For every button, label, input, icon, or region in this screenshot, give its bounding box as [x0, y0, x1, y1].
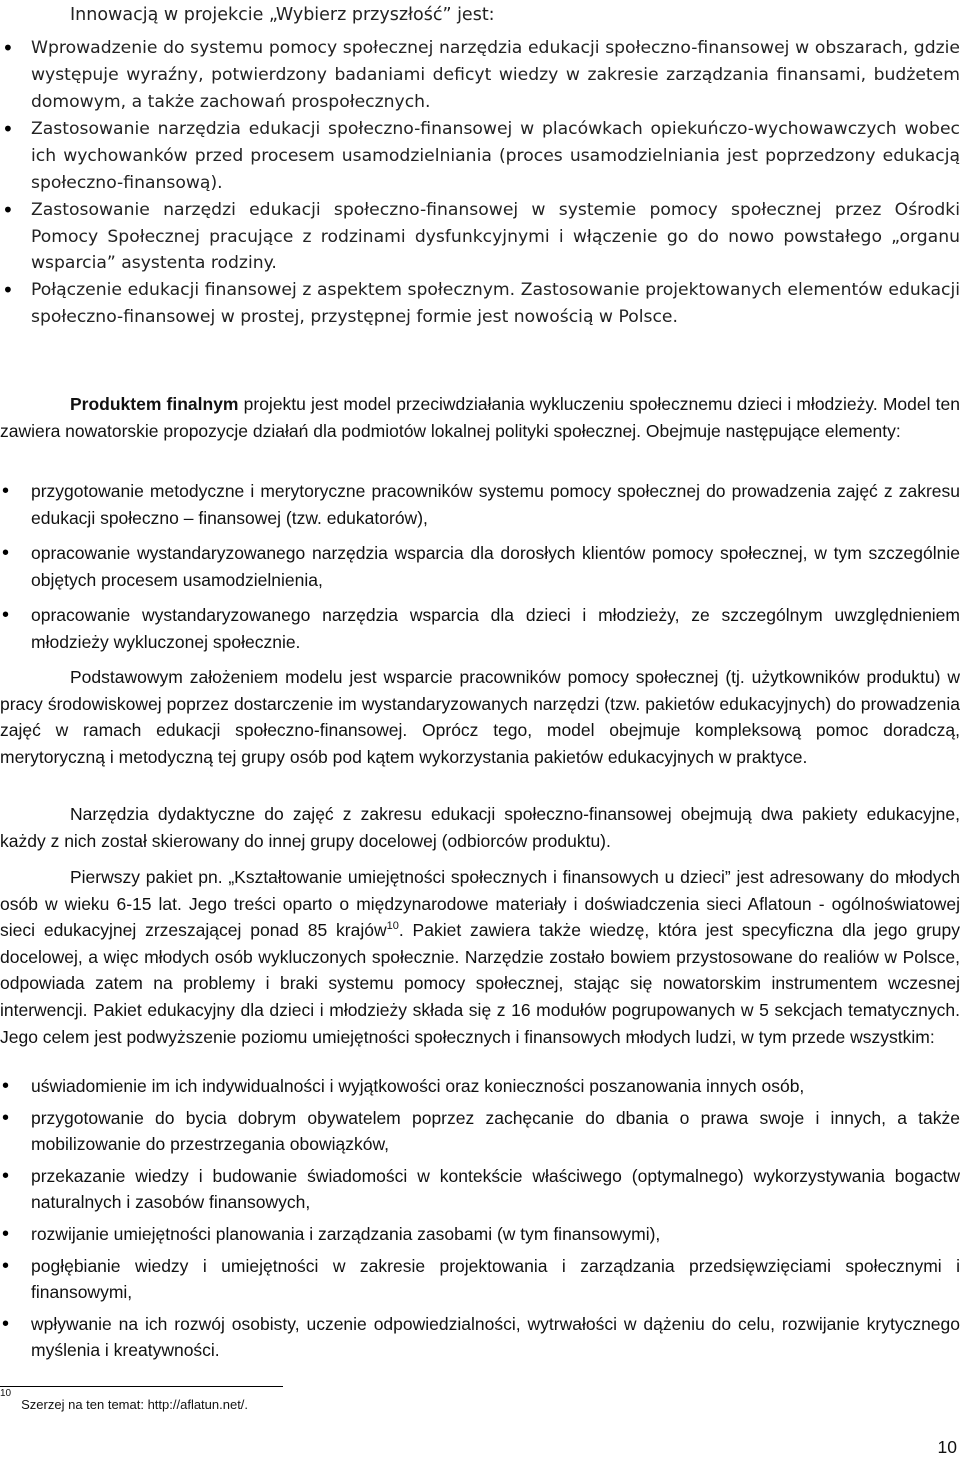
- list-item: • Zastosowanie narzędzi edukacji społeczno-finansowej w systemie pomocy społecznej przez Ośrodki Pomocy Społecznej pracujące z rodzinami dysfunkcyjnymi i włączenie go do nowo powstałego „organu wsparcia” asystenta rodziny.: [0, 197, 960, 277]
- list-item: • Zastosowanie narzędzia edukacji społeczno-finansowej w placówkach opiekuńczo-wychowawczych wobec ich wychowanków przed procesem usamodzielniania (proces usamodzielniania jest poprzedzony edukacją społeczno-finansową).: [0, 116, 960, 196]
- innovation-heading: Innowacją w projekcie „Wybierz przyszłość” jest:: [70, 5, 495, 25]
- list-item: • wpływanie na ich rozwój osobisty, uczenie odpowiedzialności, wytrwałości w dążeniu do celu, rozwijanie krytycznego myślenia i kreatywności.: [0, 1311, 960, 1364]
- footnote-number: 10: [0, 1388, 12, 1399]
- footnote-divider: [0, 1386, 283, 1387]
- product-paragraph: [0, 391, 960, 444]
- list-item: • Połączenie edukacji finansowej z aspektem społecznym. Zastosowanie projektowanych elementów edukacji społeczno-finansowej w prostej, przystępnej formie jest nowością w Polsce.: [0, 277, 960, 331]
- list-item: • przygotowanie metodyczne i merytoryczne pracowników systemu pomocy społecznej do prowadzenia zajęć z zakresu edukacji społeczno – finansowej (tzw. edukatorów),: [0, 478, 960, 531]
- goals-list: [0, 1073, 960, 1369]
- first-package-text: Pierwszy pakiet pn. „Kształtowanie umiejętności społecznych i finansowych u dzieci” jest adresowany do młodych osób w wieku 6-15 lat. Jego treści oparto o międzynarodowe materiały i doświadczenia sieci Aflatoun - ogólnoświatowej sieci edukacyjnej zrzeszającej ponad 85 krajów: [0, 867, 960, 941]
- page-number: 10: [937, 1437, 957, 1457]
- footnote: [0, 1388, 249, 1414]
- footnote-ref[interactable]: 10: [386, 920, 399, 933]
- list-item: • przekazanie wiedzy i budowanie świadomości w kontekście właściwego (optymalnego) wykorzystywania bogactw naturalnych i zasobów finansowych,: [0, 1163, 960, 1216]
- footnote-text: Szerzej na ten temat: http://aflatun.net/.: [21, 1397, 249, 1412]
- list-item: • opracowanie wystandaryzowanego narzędzia wsparcia dla dorosłych klientów pomocy społecznej, w tym szczególnie objętych procesem usamodzielnienia,: [0, 540, 960, 593]
- list-item: • rozwijanie umiejętności planowania i zarządzania zasobami (w tym finansowymi),: [0, 1221, 960, 1248]
- list-item: • pogłębianie wiedzy i umiejętności w zakresie projektowania i zarządzania przedsięwzięciami społecznymi i finansowymi,: [0, 1253, 960, 1306]
- model-paragraph: Podstawowym założeniem modelu jest wsparcie pracowników pomocy społecznej (tj. użytkowników produktu) w pracy środowiskowej poprzez dostarczenie im wystandaryzowanych narzędzi (tzw. pakietów edukacyjnych) do prowadzenia zajęć w ramach edukacji społeczno-finansowej. Oprócz tego, model obejmuje kompleksową pomoc doradczą, merytoryczną i metodyczną tej grupy osób pod kątem wykorzystania pakietów edukacyjnych w praktyce.: [0, 667, 960, 767]
- list-item: • uświadomienie im ich indywidualności i wyjątkowości oraz konieczności poszanowania innych osób,: [0, 1073, 960, 1100]
- first-package-text-cont: . Pakiet zawiera także wiedzę, która jest specyficzna dla jego grupy docelowej, a więc młodych osób wykluczonych społecznie. Narzędzie zostało bowiem przystosowane do realiów w Polsce, odpowiada zatem na problemy i braki systemu pomocy społecznej, stając się nowatorskim instrumentem wczesnej interwencji. Pakiet edukacyjny dla dzieci i młodzieży składa się z 16 modułów pogrupowanych w 5 sekcjach tematycznych. Jego celem jest podwyższenie poziomu umiejętności społecznych i finansowych młodych ludzi, w tym przede wszystkim:: [0, 920, 960, 1047]
- list-item: • opracowanie wystandaryzowanego narzędzia wsparcia dla dzieci i młodzieży, ze szczególnym uwzględnieniem młodzieży wykluczonej społecznie.: [0, 602, 960, 655]
- list-item: • Wprowadzenie do systemu pomocy społecznej narzędzia edukacji społeczno-finansowej w obszarach, gdzie występuje wyraźny, potwierdzony badaniami deficyt wiedzy w zakresie zarządzania finansami, budżetem domowym, a także zachowań prospołecznych.: [0, 35, 960, 115]
- tools-paragraph: Narzędzia dydaktyczne do zajęć z zakresu edukacji społeczno-finansowej obejmują dwa pakiety edukacyjne, każdy z nich został skierowany do innej grupy docelowej (odbiorców produktu).: [0, 804, 960, 851]
- product-text: projektu jest model przeciwdziałania wykluczeniu społecznemu dzieci i młodzieży. Model ten zawiera nowatorskie propozycje działań dla podmiotów lokalnej polityki społecznej. Obejmuje następujące elementy:: [0, 394, 960, 441]
- product-bold-label: Produktem finalnym: [70, 394, 239, 414]
- list-item: • przygotowanie do bycia dobrym obywatelem poprzez zachęcanie do dbania o prawa swoje i innych, a także mobilizowanie do przestrzegania obowiązków,: [0, 1105, 960, 1158]
- innovation-list: [0, 35, 960, 331]
- first-package-paragraph: [0, 864, 960, 1050]
- model-elements-list: [0, 478, 960, 665]
